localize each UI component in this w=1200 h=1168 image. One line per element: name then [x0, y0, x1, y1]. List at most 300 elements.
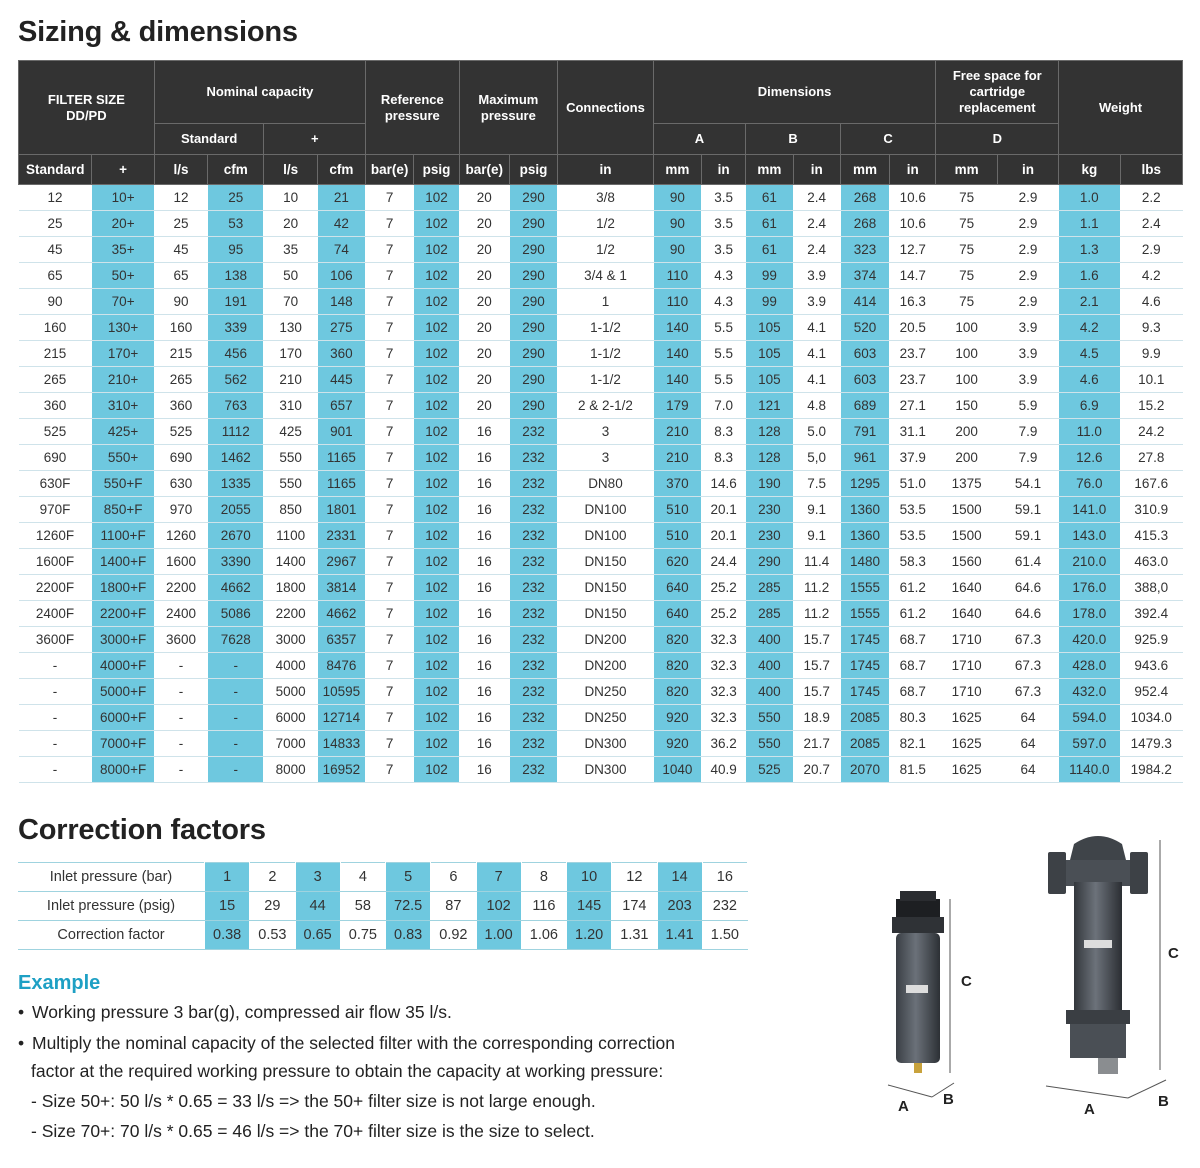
sizing-table	[18, 60, 1183, 783]
unit-header-9: psig	[509, 155, 557, 185]
table-cell: 8.3	[702, 419, 746, 445]
table-cell: 7	[366, 679, 414, 705]
table-cell: 64.6	[997, 601, 1058, 627]
table-cell: -	[19, 653, 92, 679]
correction-cell: 29	[250, 892, 295, 921]
table-cell: 1400	[264, 549, 317, 575]
correction-cell: 8	[521, 863, 566, 892]
table-cell: 603	[840, 341, 889, 367]
correction-cell: 102	[476, 892, 521, 921]
large-filter-dim-a: A	[1084, 1101, 1095, 1118]
standard-header: Standard	[154, 124, 264, 155]
table-cell: 176.0	[1059, 575, 1120, 601]
table-cell: 310+	[92, 393, 154, 419]
table-cell: 5000+F	[92, 679, 154, 705]
correction-cell: 145	[567, 892, 612, 921]
table-cell: 232	[509, 705, 557, 731]
table-cell: 70	[264, 289, 317, 315]
table-cell: 9.3	[1120, 315, 1183, 341]
table-cell: 510	[653, 523, 701, 549]
table-cell: 4.3	[702, 289, 746, 315]
table-cell: 5.5	[702, 367, 746, 393]
table-cell: 1745	[840, 653, 889, 679]
table-cell: 290	[509, 211, 557, 237]
unit-header-10: in	[558, 155, 654, 185]
table-cell: 210	[653, 419, 701, 445]
table-cell: 102	[414, 185, 459, 211]
table-cell: 100	[936, 341, 997, 367]
table-cell: 285	[746, 601, 793, 627]
table-cell: 791	[840, 419, 889, 445]
table-cell: 6357	[317, 627, 365, 653]
table-cell: 16	[459, 575, 509, 601]
table-cell: 11.4	[793, 549, 840, 575]
table-cell: DN150	[558, 575, 654, 601]
table-cell: 95	[208, 237, 264, 263]
correction-cell: 16	[702, 863, 747, 892]
table-cell: 102	[414, 653, 459, 679]
table-cell: 3/8	[558, 185, 654, 211]
table-cell: 7	[366, 471, 414, 497]
table-cell: 943.6	[1120, 653, 1183, 679]
table-cell: DN150	[558, 549, 654, 575]
table-cell: 1/2	[558, 237, 654, 263]
table-cell: -	[19, 757, 92, 783]
table-cell: 50	[264, 263, 317, 289]
table-cell: 59.1	[997, 497, 1058, 523]
sizing-title: Sizing & dimensions	[18, 16, 298, 48]
table-cell: 10+	[92, 185, 154, 211]
example-bullet-2: • Multiply the nominal capacity of the selected filter with the corresponding correction	[18, 1033, 675, 1053]
table-cell: 102	[414, 627, 459, 653]
table-cell: 16	[459, 549, 509, 575]
table-cell: 2085	[840, 705, 889, 731]
table-row	[19, 627, 1183, 653]
table-cell: 952.4	[1120, 679, 1183, 705]
table-cell: 290	[509, 185, 557, 211]
correction-row	[18, 892, 748, 921]
table-cell: 160	[154, 315, 207, 341]
table-cell: 64	[997, 731, 1058, 757]
table-cell: 105	[746, 367, 793, 393]
table-cell: 2.9	[997, 263, 1058, 289]
example-bullet-2-line-1: Multiply the nominal capacity of the selected filter with the corresponding correction	[32, 1033, 675, 1053]
table-cell: 141.0	[1059, 497, 1120, 523]
table-cell: 4.6	[1059, 367, 1120, 393]
table-cell: -	[154, 757, 207, 783]
table-cell: 210	[653, 445, 701, 471]
table-cell: 10.6	[890, 211, 936, 237]
table-cell: 2.9	[1120, 237, 1183, 263]
table-cell: 3600F	[19, 627, 92, 653]
unit-header-6: bar(e)	[366, 155, 414, 185]
table-cell: 3	[558, 445, 654, 471]
table-cell: 45	[19, 237, 92, 263]
table-cell: 2.9	[997, 185, 1058, 211]
table-cell: 7	[366, 419, 414, 445]
table-cell: 148	[317, 289, 365, 315]
table-cell: 143.0	[1059, 523, 1120, 549]
table-cell: 2.4	[793, 237, 840, 263]
table-cell: 374	[840, 263, 889, 289]
table-cell: -	[154, 705, 207, 731]
table-cell: 16	[459, 757, 509, 783]
table-cell: 4.2	[1059, 315, 1120, 341]
table-cell: 102	[414, 289, 459, 315]
table-cell: 32.3	[702, 653, 746, 679]
table-cell: 64.6	[997, 575, 1058, 601]
unit-header-11: mm	[653, 155, 701, 185]
correction-cell: 7	[476, 863, 521, 892]
table-cell: 64	[997, 705, 1058, 731]
table-cell: 24.4	[702, 549, 746, 575]
table-cell: 74	[317, 237, 365, 263]
table-cell: 2 & 2-1/2	[558, 393, 654, 419]
table-cell: 160	[19, 315, 92, 341]
table-cell: 920	[653, 731, 701, 757]
table-cell: 170	[264, 341, 317, 367]
table-cell: 53.5	[890, 523, 936, 549]
table-cell: 90	[154, 289, 207, 315]
table-cell: DN250	[558, 679, 654, 705]
table-cell: 970F	[19, 497, 92, 523]
table-cell: 6000+F	[92, 705, 154, 731]
correction-row-label: Correction factor	[18, 921, 205, 950]
table-cell: 102	[414, 445, 459, 471]
table-cell: 2200	[154, 575, 207, 601]
table-cell: 1625	[936, 705, 997, 731]
table-cell: 100	[936, 367, 997, 393]
table-cell: 130	[264, 315, 317, 341]
table-cell: 20	[264, 211, 317, 237]
table-cell: 65	[19, 263, 92, 289]
table-cell: 339	[208, 315, 264, 341]
table-cell: 640	[653, 601, 701, 627]
correction-cell: 0.75	[340, 921, 385, 950]
table-row	[19, 731, 1183, 757]
table-cell: DN300	[558, 757, 654, 783]
table-cell: 1625	[936, 731, 997, 757]
table-cell: 16952	[317, 757, 365, 783]
large-filter-dim-b: B	[1158, 1093, 1169, 1110]
table-row	[19, 601, 1183, 627]
table-cell: -	[208, 757, 264, 783]
table-cell: 14833	[317, 731, 365, 757]
table-cell: DN200	[558, 627, 654, 653]
table-cell: 2200F	[19, 575, 92, 601]
table-cell: 2.2	[1120, 185, 1183, 211]
correction-cell: 44	[295, 892, 340, 921]
table-cell: 1295	[840, 471, 889, 497]
correction-row	[18, 921, 748, 950]
correction-cell: 0.83	[386, 921, 431, 950]
table-cell: 1260F	[19, 523, 92, 549]
table-row	[19, 211, 1183, 237]
table-cell: 32.3	[702, 705, 746, 731]
table-cell: 27.1	[890, 393, 936, 419]
table-cell: 16	[459, 419, 509, 445]
table-cell: 102	[414, 705, 459, 731]
table-cell: 1801	[317, 497, 365, 523]
table-cell: 8476	[317, 653, 365, 679]
correction-cell: 174	[612, 892, 657, 921]
table-cell: 7	[366, 263, 414, 289]
table-row	[19, 523, 1183, 549]
table-cell: 3814	[317, 575, 365, 601]
table-cell: 16	[459, 523, 509, 549]
table-cell: 102	[414, 393, 459, 419]
table-cell: 50+	[92, 263, 154, 289]
table-cell: -	[208, 705, 264, 731]
table-cell: DN100	[558, 523, 654, 549]
table-cell: 16	[459, 679, 509, 705]
table-cell: 420.0	[1059, 627, 1120, 653]
table-cell: 150	[936, 393, 997, 419]
table-cell: 3000+F	[92, 627, 154, 653]
table-cell: 620	[653, 549, 701, 575]
table-cell: 178.0	[1059, 601, 1120, 627]
table-cell: 102	[414, 315, 459, 341]
large-filter-dim-c: C	[1168, 945, 1179, 962]
table-cell: 1100+F	[92, 523, 154, 549]
table-cell: 2070	[840, 757, 889, 783]
unit-header-20: lbs	[1120, 155, 1183, 185]
table-cell: 102	[414, 679, 459, 705]
dim-b-header: B	[746, 124, 841, 155]
table-cell: 3.9	[793, 289, 840, 315]
example-bullet-1-text: Working pressure 3 bar(g), compressed air flow 35 l/s.	[32, 1002, 452, 1022]
table-cell: 102	[414, 731, 459, 757]
table-cell: 10.1	[1120, 367, 1183, 393]
table-cell: 850	[264, 497, 317, 523]
table-cell: 550	[264, 471, 317, 497]
table-cell: 11.2	[793, 601, 840, 627]
table-cell: 102	[414, 471, 459, 497]
table-cell: 1.0	[1059, 185, 1120, 211]
table-cell: 121	[746, 393, 793, 419]
table-cell: 16	[459, 601, 509, 627]
table-cell: 1710	[936, 653, 997, 679]
table-cell: 1165	[317, 445, 365, 471]
table-cell: 1-1/2	[558, 315, 654, 341]
table-cell: 4000	[264, 653, 317, 679]
table-cell: 23.7	[890, 367, 936, 393]
reference-pressure-header: Reference pressure	[366, 61, 460, 155]
table-cell: 10595	[317, 679, 365, 705]
table-cell: 3.9	[997, 315, 1058, 341]
table-cell: 6000	[264, 705, 317, 731]
table-cell: 7.9	[997, 419, 1058, 445]
table-cell: 4.1	[793, 367, 840, 393]
table-cell: 7	[366, 601, 414, 627]
table-row	[19, 705, 1183, 731]
table-cell: 920	[653, 705, 701, 731]
table-cell: 432.0	[1059, 679, 1120, 705]
table-cell: 75	[936, 289, 997, 315]
table-cell: 7	[366, 289, 414, 315]
table-row	[19, 471, 1183, 497]
table-cell: 7	[366, 575, 414, 601]
table-cell: 1462	[208, 445, 264, 471]
table-cell: 36.2	[702, 731, 746, 757]
table-cell: 16	[459, 731, 509, 757]
table-cell: 820	[653, 627, 701, 653]
table-cell: 5.5	[702, 315, 746, 341]
unit-header-7: psig	[414, 155, 459, 185]
table-cell: 1260	[154, 523, 207, 549]
table-cell: 8000	[264, 757, 317, 783]
table-cell: 1034.0	[1120, 705, 1183, 731]
table-cell: 1800	[264, 575, 317, 601]
table-cell: 12	[154, 185, 207, 211]
table-cell: 428.0	[1059, 653, 1120, 679]
table-row	[19, 757, 1183, 783]
table-cell: 310	[264, 393, 317, 419]
table-cell: 2.4	[793, 185, 840, 211]
table-cell: 1	[558, 289, 654, 315]
table-cell: DN150	[558, 601, 654, 627]
table-row	[19, 419, 1183, 445]
table-cell: 90	[653, 237, 701, 263]
table-cell: 1375	[936, 471, 997, 497]
table-cell: DN200	[558, 653, 654, 679]
table-cell: 102	[414, 549, 459, 575]
table-row	[19, 185, 1183, 211]
table-row	[19, 263, 1183, 289]
table-cell: 3.9	[997, 341, 1058, 367]
weight-header: Weight	[1059, 61, 1183, 155]
table-cell: 58.3	[890, 549, 936, 575]
correction-cell: 1.50	[702, 921, 747, 950]
table-cell: 7	[366, 497, 414, 523]
table-cell: 1800+F	[92, 575, 154, 601]
table-cell: 106	[317, 263, 365, 289]
table-cell: 970	[154, 497, 207, 523]
table-row	[19, 367, 1183, 393]
example-bullet-2-line-2: factor at the required working pressure to obtain the capacity at working pressure:	[31, 1061, 664, 1081]
table-cell: 2055	[208, 497, 264, 523]
table-cell: 102	[414, 523, 459, 549]
small-filter-dim-b: B	[943, 1091, 954, 1108]
table-cell: DN250	[558, 705, 654, 731]
correction-cell: 12	[612, 863, 657, 892]
table-cell: 102	[414, 367, 459, 393]
table-cell: 167.6	[1120, 471, 1183, 497]
table-cell: 210	[264, 367, 317, 393]
table-cell: 102	[414, 341, 459, 367]
table-cell: 7.0	[702, 393, 746, 419]
table-cell: 80.3	[890, 705, 936, 731]
table-cell: 425+	[92, 419, 154, 445]
table-cell: 51.0	[890, 471, 936, 497]
table-cell: 138	[208, 263, 264, 289]
table-cell: 1710	[936, 679, 997, 705]
table-cell: 2.1	[1059, 289, 1120, 315]
table-cell: 1625	[936, 757, 997, 783]
table-cell: 230	[746, 497, 793, 523]
table-cell: 16	[459, 445, 509, 471]
table-cell: -	[154, 679, 207, 705]
table-cell: 360	[154, 393, 207, 419]
example-title: Example	[18, 972, 101, 994]
table-cell: 24.2	[1120, 419, 1183, 445]
unit-header-0: Standard	[19, 155, 92, 185]
table-cell: 75	[936, 185, 997, 211]
table-cell: 35	[264, 237, 317, 263]
table-cell: 20	[459, 315, 509, 341]
table-cell: 102	[414, 497, 459, 523]
table-cell: 32.3	[702, 627, 746, 653]
table-cell: 12	[19, 185, 92, 211]
table-cell: 67.3	[997, 653, 1058, 679]
table-cell: 5.5	[702, 341, 746, 367]
table-cell: 61.2	[890, 575, 936, 601]
table-cell: 102	[414, 601, 459, 627]
table-cell: 268	[840, 211, 889, 237]
table-cell: 210.0	[1059, 549, 1120, 575]
correction-row-label: Inlet pressure (psig)	[18, 892, 205, 921]
table-row	[19, 549, 1183, 575]
table-cell: 510	[653, 497, 701, 523]
small-filter-dim-a: A	[898, 1098, 909, 1115]
table-cell: 31.1	[890, 419, 936, 445]
table-cell: 603	[840, 367, 889, 393]
correction-cell: 6	[431, 863, 476, 892]
table-cell: 4.8	[793, 393, 840, 419]
table-cell: 3/4 & 1	[558, 263, 654, 289]
table-cell: 20	[459, 185, 509, 211]
table-cell: 7	[366, 705, 414, 731]
table-cell: -	[19, 705, 92, 731]
table-cell: 232	[509, 549, 557, 575]
table-cell: 323	[840, 237, 889, 263]
table-cell: 75	[936, 263, 997, 289]
table-row	[19, 315, 1183, 341]
table-cell: 7	[366, 341, 414, 367]
plus-header: +	[264, 124, 366, 155]
correction-cell: 1.31	[612, 921, 657, 950]
table-cell: 1500	[936, 523, 997, 549]
table-cell: DN300	[558, 731, 654, 757]
table-cell: 16	[459, 627, 509, 653]
correction-cell: 1.06	[521, 921, 566, 950]
table-cell: 59.1	[997, 523, 1058, 549]
table-cell: 1.6	[1059, 263, 1120, 289]
table-cell: 9.1	[793, 497, 840, 523]
table-cell: 265	[19, 367, 92, 393]
table-cell: 3.9	[793, 263, 840, 289]
table-cell: 290	[509, 289, 557, 315]
dim-d-header: D	[936, 124, 1059, 155]
table-cell: 360	[317, 341, 365, 367]
table-cell: 268	[840, 185, 889, 211]
table-cell: 562	[208, 367, 264, 393]
table-cell: 9.1	[793, 523, 840, 549]
correction-cell: 232	[702, 892, 747, 921]
table-cell: 16.3	[890, 289, 936, 315]
table-cell: 7	[366, 653, 414, 679]
table-cell: 594.0	[1059, 705, 1120, 731]
table-cell: 11.0	[1059, 419, 1120, 445]
table-cell: 99	[746, 289, 793, 315]
table-row	[19, 679, 1183, 705]
table-cell: 630F	[19, 471, 92, 497]
table-cell: 285	[746, 575, 793, 601]
table-cell: 414	[840, 289, 889, 315]
table-cell: 961	[840, 445, 889, 471]
table-cell: 100	[936, 315, 997, 341]
table-cell: 10.6	[890, 185, 936, 211]
